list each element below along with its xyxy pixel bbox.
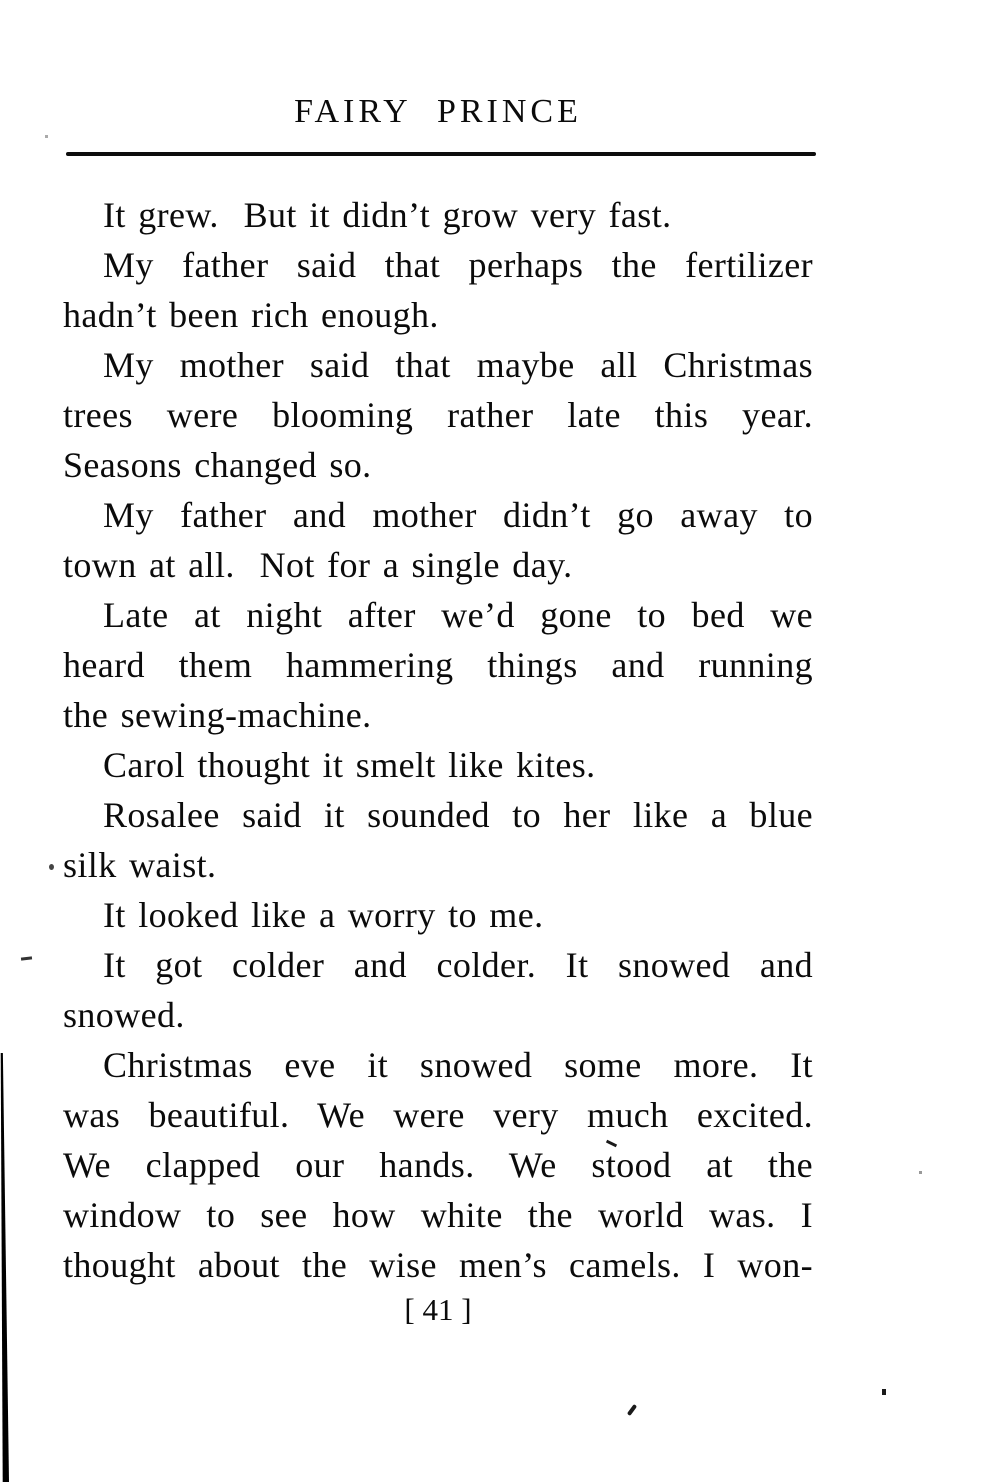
- page-number: [ 41 ]: [404, 1292, 472, 1327]
- text-line: We clapped our hands. We stood at the: [63, 1145, 813, 1185]
- scan-speck: [882, 1389, 886, 1395]
- text-line: My father and mother didn’t go away to: [103, 495, 813, 535]
- text-line: Christmas eve it snowed some more. It: [103, 1045, 813, 1085]
- text-line: Rosalee said it sounded to her like a blue: [103, 795, 813, 835]
- text-line: My mother said that maybe all Christmas: [103, 345, 813, 385]
- text-line: was beautiful. We were very much excited.: [63, 1095, 813, 1135]
- scan-speck: [919, 1171, 922, 1174]
- text-line: thought about the wise men’s camels. I won-: [63, 1245, 813, 1285]
- text-line: hadn’t been rich enough.: [63, 295, 439, 335]
- text-line: town at all. Not for a single day.: [63, 545, 573, 585]
- text-block: [63, 190, 813, 1290]
- text-line: It got colder and colder. It snowed and: [103, 945, 813, 985]
- text-line: Seasons changed so.: [63, 445, 372, 485]
- text-line: Late at night after we’d gone to bed we: [103, 595, 813, 635]
- scan-streak-left-edge: [0, 1053, 9, 1482]
- scan-speck: [49, 864, 54, 870]
- text-line: trees were blooming rather late this year.: [63, 395, 813, 435]
- scan-speck: [627, 1404, 637, 1416]
- scan-speck: [45, 135, 48, 138]
- text-line: the sewing-machine.: [63, 695, 372, 735]
- text-line: Carol thought it smelt like kites.: [103, 745, 596, 785]
- scan-speck: [21, 956, 32, 960]
- running-head: FAIRY PRINCE: [294, 93, 582, 130]
- text-line: silk waist.: [63, 845, 217, 885]
- text-line: heard them hammering things and running: [63, 645, 813, 685]
- text-line: It grew. But it didn’t grow very fast.: [103, 195, 672, 235]
- text-line: My father said that perhaps the fertilizer: [103, 245, 813, 285]
- text-line: window to see how white the world was. I: [63, 1195, 813, 1235]
- text-line: snowed.: [63, 995, 185, 1035]
- text-line: It looked like a worry to me.: [103, 895, 544, 935]
- header-rule: [66, 152, 816, 156]
